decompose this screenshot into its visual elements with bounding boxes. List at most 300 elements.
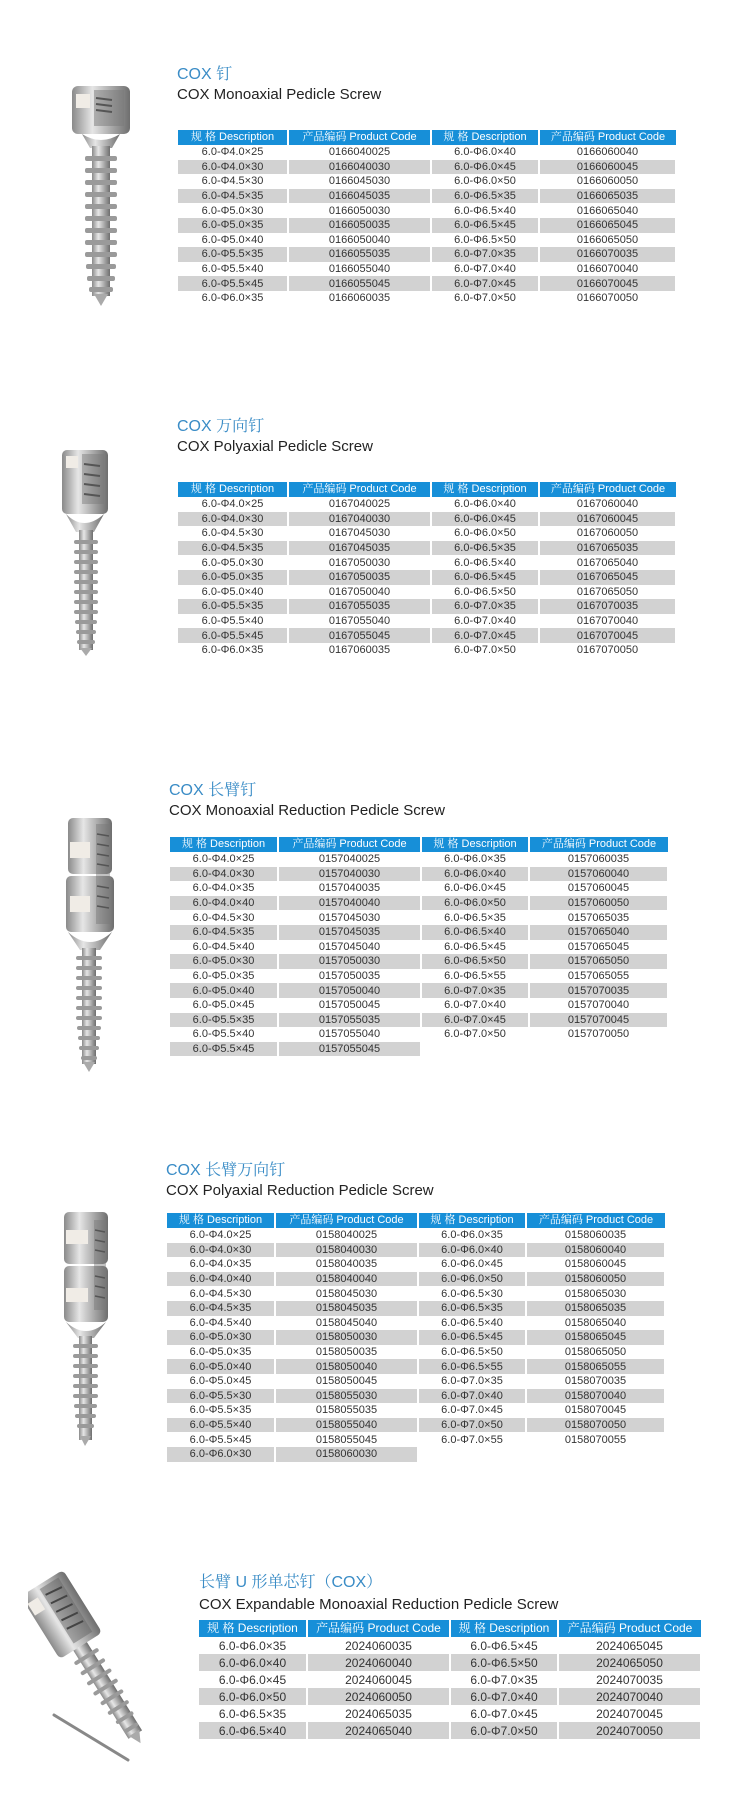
- column-header-product-code: 产品编码 Product Code: [529, 837, 668, 852]
- cell-product-code: 0158055045: [275, 1432, 418, 1447]
- cell-product-code: 0157055040: [278, 1027, 421, 1042]
- cell-product-code: 0166070040: [539, 262, 676, 277]
- cell-description: 6.0-Φ6.5×35: [431, 541, 539, 556]
- polyaxial-reduction-screw-image: [60, 1210, 116, 1448]
- table-row: [170, 910, 668, 925]
- cell-description: 6.0-Φ5.5×45: [170, 1042, 278, 1057]
- cell-description: 6.0-Φ7.0×50: [450, 1722, 558, 1739]
- cell-product-code: 0167060045: [539, 512, 676, 527]
- cell-description: 6.0-Φ6.0×35: [418, 1228, 526, 1243]
- table-row: [178, 570, 676, 585]
- column-header-description: 规 格 Description: [431, 130, 539, 145]
- table-row: [178, 291, 676, 306]
- cell-product-code: 0158065035: [526, 1301, 665, 1316]
- table-row: [178, 614, 676, 629]
- cell-description: 6.0-Φ6.0×45: [418, 1257, 526, 1272]
- cell-description: 6.0-Φ6.0×45: [431, 512, 539, 527]
- cell-description: 6.0-Φ5.0×35: [178, 570, 288, 585]
- cell-product-code: 2024065045: [558, 1637, 701, 1654]
- cell-description: 6.0-Φ6.0×40: [431, 145, 539, 160]
- cell-description: 6.0-Φ5.0×35: [167, 1345, 275, 1360]
- cell-description: 6.0-Φ6.5×35: [421, 910, 529, 925]
- cell-description: 6.0-Φ7.0×40: [431, 614, 539, 629]
- cell-description: 6.0-Φ5.0×40: [167, 1359, 275, 1374]
- cell-description: 6.0-Φ5.0×30: [178, 203, 288, 218]
- cell-product-code: 0167065050: [539, 585, 676, 600]
- table-row: [178, 160, 676, 175]
- cell-description: 6.0-Φ5.0×30: [167, 1330, 275, 1345]
- cell-product-code: 0157065045: [529, 940, 668, 955]
- cell-description: 6.0-Φ4.5×30: [167, 1286, 275, 1301]
- cell-product-code: 0167055040: [288, 614, 431, 629]
- table-row: [170, 983, 668, 998]
- cell-description: 6.0-Φ4.0×40: [167, 1272, 275, 1287]
- cell-product-code: 0166065035: [539, 189, 676, 204]
- cell-product-code: 2024070050: [558, 1722, 701, 1739]
- column-header-description: 规 格 Description: [450, 1620, 558, 1637]
- cell-product-code: 0167065040: [539, 555, 676, 570]
- cell-description: 6.0-Φ5.5×35: [170, 1013, 278, 1028]
- table-row: [178, 262, 676, 277]
- table-row: [178, 189, 676, 204]
- cell-description: 6.0-Φ6.5×40: [431, 203, 539, 218]
- cell-description: 6.0-Φ4.0×30: [178, 160, 288, 175]
- cell-product-code: 0157040030: [278, 867, 421, 882]
- cell-product-code: 0167055035: [288, 599, 431, 614]
- table-row: [178, 276, 676, 291]
- cell-description: 6.0-Φ7.0×35: [431, 247, 539, 262]
- cell-product-code: 0166060040: [539, 145, 676, 160]
- cell-description: 6.0-Φ4.5×35: [178, 541, 288, 556]
- column-header-product-code: 产品编码 Product Code: [539, 482, 676, 497]
- cell-description: 6.0-Φ6.5×55: [421, 969, 529, 984]
- cell-product-code: 0157070040: [529, 998, 668, 1013]
- cell-product-code: 0157045035: [278, 925, 421, 940]
- cell-product-code: 0157050045: [278, 998, 421, 1013]
- table-row: [167, 1447, 665, 1462]
- cell-product-code: 0157045040: [278, 940, 421, 955]
- section-title-cn: COX 长臂钉: [169, 782, 257, 799]
- cell-description: 6.0-Φ6.5×55: [418, 1359, 526, 1374]
- table-row: [167, 1374, 665, 1389]
- table-row: [170, 969, 668, 984]
- table-row: [178, 541, 676, 556]
- cell-product-code: [526, 1447, 665, 1462]
- cell-description: 6.0-Φ7.0×45: [418, 1403, 526, 1418]
- table-row: [178, 555, 676, 570]
- table-row: [170, 867, 668, 882]
- table-row: [170, 940, 668, 955]
- cell-description: 6.0-Φ7.0×45: [431, 628, 539, 643]
- cell-product-code: 0157070035: [529, 983, 668, 998]
- cell-description: 6.0-Φ7.0×50: [431, 643, 539, 658]
- cell-product-code: 0157065050: [529, 954, 668, 969]
- cell-product-code: 0158050045: [275, 1374, 418, 1389]
- cell-description: 6.0-Φ4.0×25: [178, 145, 288, 160]
- cell-description: 6.0-Φ4.0×25: [178, 497, 288, 512]
- section-title-en: COX Polyaxial Pedicle Screw: [177, 438, 373, 455]
- cell-product-code: 0166040025: [288, 145, 431, 160]
- cell-product-code: 0166055035: [288, 247, 431, 262]
- table-row: [167, 1272, 665, 1287]
- table-row: [178, 628, 676, 643]
- cell-description: 6.0-Φ7.0×50: [431, 291, 539, 306]
- table-row: [167, 1316, 665, 1331]
- cell-product-code: 0166065040: [539, 203, 676, 218]
- cell-product-code: 0167050030: [288, 555, 431, 570]
- table-row: [199, 1671, 701, 1688]
- monoaxial-screw-image: [68, 84, 134, 308]
- table-row: [170, 954, 668, 969]
- cell-product-code: 0158060045: [526, 1257, 665, 1272]
- cell-product-code: 0167070050: [539, 643, 676, 658]
- cell-description: 6.0-Φ6.5×40: [431, 555, 539, 570]
- cell-description: 6.0-Φ4.0×35: [167, 1257, 275, 1272]
- cell-product-code: 2024065040: [307, 1722, 450, 1739]
- cell-product-code: 0166065050: [539, 233, 676, 248]
- column-header-description: 规 格 Description: [431, 482, 539, 497]
- table-row: [170, 925, 668, 940]
- cell-product-code: 0158065030: [526, 1286, 665, 1301]
- cell-description: 6.0-Φ4.0×40: [170, 896, 278, 911]
- cell-description: 6.0-Φ5.5×45: [178, 628, 288, 643]
- cell-product-code: 0167060035: [288, 643, 431, 658]
- cell-description: 6.0-Φ6.0×45: [199, 1671, 307, 1688]
- table-header-row: [170, 837, 668, 852]
- cell-product-code: 0166060050: [539, 174, 676, 189]
- cell-product-code: 0167050040: [288, 585, 431, 600]
- table-row: [167, 1345, 665, 1360]
- cell-description: 6.0-Φ5.0×35: [170, 969, 278, 984]
- cell-product-code: 0157040025: [278, 852, 421, 867]
- cell-product-code: 0166045030: [288, 174, 431, 189]
- cell-product-code: 0158065050: [526, 1345, 665, 1360]
- cell-product-code: 0167040030: [288, 512, 431, 527]
- cell-description: 6.0-Φ6.5×30: [418, 1286, 526, 1301]
- cell-product-code: 0157050035: [278, 969, 421, 984]
- cell-product-code: 0167060050: [539, 526, 676, 541]
- spec-table: [170, 837, 669, 1056]
- section-title-cn: 长臂 U 形单芯钉（COX）: [199, 1574, 383, 1591]
- cell-description: 6.0-Φ5.0×30: [170, 954, 278, 969]
- cell-description: 6.0-Φ4.0×25: [167, 1228, 275, 1243]
- cell-description: 6.0-Φ6.5×50: [431, 233, 539, 248]
- cell-product-code: 0158045040: [275, 1316, 418, 1331]
- cell-description: 6.0-Φ5.0×30: [178, 555, 288, 570]
- cell-description: 6.0-Φ6.0×50: [199, 1688, 307, 1705]
- table-row: [167, 1257, 665, 1272]
- cell-product-code: 0158045035: [275, 1301, 418, 1316]
- monoaxial-reduction-screw-image: [62, 816, 120, 1074]
- column-header-product-code: 产品编码 Product Code: [275, 1213, 418, 1228]
- cell-product-code: 0158040030: [275, 1243, 418, 1258]
- table-row: [167, 1418, 665, 1433]
- section-title-en: COX Monoaxial Reduction Pedicle Screw: [169, 802, 445, 819]
- cell-description: 6.0-Φ7.0×40: [431, 262, 539, 277]
- cell-product-code: 0166070035: [539, 247, 676, 262]
- spec-table: [167, 1213, 666, 1462]
- cell-product-code: 0157065040: [529, 925, 668, 940]
- cell-description: 6.0-Φ4.5×35: [170, 925, 278, 940]
- cell-product-code: 2024065050: [558, 1654, 701, 1671]
- column-header-product-code: 产品编码 Product Code: [288, 482, 431, 497]
- cell-description: 6.0-Φ5.0×45: [167, 1374, 275, 1389]
- cell-description: 6.0-Φ5.5×45: [167, 1432, 275, 1447]
- cell-description: 6.0-Φ6.5×45: [450, 1637, 558, 1654]
- table-row: [178, 233, 676, 248]
- column-header-description: 规 格 Description: [199, 1620, 307, 1637]
- cell-description: 6.0-Φ5.5×30: [167, 1389, 275, 1404]
- cell-description: 6.0-Φ6.0×45: [431, 160, 539, 175]
- cell-description: 6.0-Φ4.5×30: [178, 526, 288, 541]
- cell-description: 6.0-Φ4.0×25: [170, 852, 278, 867]
- cell-description: 6.0-Φ6.5×50: [431, 585, 539, 600]
- table-row: [170, 852, 668, 867]
- cell-product-code: 0158055040: [275, 1418, 418, 1433]
- table-row: [178, 218, 676, 233]
- cell-description: 6.0-Φ7.0×45: [421, 1013, 529, 1028]
- section-title-cn: COX 长臂万向钉: [166, 1162, 286, 1179]
- cell-product-code: 0158070040: [526, 1389, 665, 1404]
- cell-product-code: 0158060050: [526, 1272, 665, 1287]
- cell-description: 6.0-Φ7.0×40: [418, 1389, 526, 1404]
- cell-product-code: 0157050030: [278, 954, 421, 969]
- cell-description: 6.0-Φ6.5×45: [431, 570, 539, 585]
- cell-product-code: 0157060050: [529, 896, 668, 911]
- cell-product-code: 0157070050: [529, 1027, 668, 1042]
- cell-product-code: 2024060045: [307, 1671, 450, 1688]
- table-row: [167, 1389, 665, 1404]
- table-row: [167, 1403, 665, 1418]
- cell-product-code: 0158050040: [275, 1359, 418, 1374]
- cell-description: 6.0-Φ5.0×35: [178, 218, 288, 233]
- cell-product-code: 0157040035: [278, 881, 421, 896]
- cell-product-code: 0166065045: [539, 218, 676, 233]
- cell-description: 6.0-Φ4.5×35: [178, 189, 288, 204]
- cell-product-code: 2024065035: [307, 1705, 450, 1722]
- cell-description: 6.0-Φ4.5×35: [167, 1301, 275, 1316]
- cell-product-code: 0157065035: [529, 910, 668, 925]
- cell-description: 6.0-Φ5.5×35: [178, 599, 288, 614]
- cell-product-code: 0157065055: [529, 969, 668, 984]
- cell-product-code: [529, 1042, 668, 1057]
- section-title-cn: COX 钉: [177, 66, 233, 83]
- cell-description: 6.0-Φ4.0×35: [170, 881, 278, 896]
- cell-description: 6.0-Φ6.0×50: [431, 174, 539, 189]
- cell-description: 6.0-Φ7.0×50: [421, 1027, 529, 1042]
- section-title-cn: COX 万向钉: [177, 418, 265, 435]
- cell-description: 6.0-Φ4.5×30: [178, 174, 288, 189]
- cell-description: 6.0-Φ4.0×30: [178, 512, 288, 527]
- cell-product-code: 0158050030: [275, 1330, 418, 1345]
- cell-description: 6.0-Φ4.5×40: [167, 1316, 275, 1331]
- cell-product-code: 0158070035: [526, 1374, 665, 1389]
- cell-product-code: 0167050035: [288, 570, 431, 585]
- column-header-product-code: 产品编码 Product Code: [288, 130, 431, 145]
- table-row: [170, 881, 668, 896]
- cell-product-code: 2024070045: [558, 1705, 701, 1722]
- cell-description: 6.0-Φ6.0×35: [199, 1637, 307, 1654]
- table-row: [199, 1637, 701, 1654]
- column-header-description: 规 格 Description: [167, 1213, 275, 1228]
- section-title-en: COX Polyaxial Reduction Pedicle Screw: [166, 1182, 434, 1199]
- cell-product-code: 0166055040: [288, 262, 431, 277]
- section-title-en: COX Monoaxial Pedicle Screw: [177, 86, 382, 103]
- cell-product-code: 0158055030: [275, 1389, 418, 1404]
- column-header-description: 规 格 Description: [178, 482, 288, 497]
- column-header-description: 规 格 Description: [421, 837, 529, 852]
- cell-product-code: 2024070035: [558, 1671, 701, 1688]
- cell-product-code: 0167065035: [539, 541, 676, 556]
- cell-description: 6.0-Φ5.5×40: [178, 262, 288, 277]
- cell-product-code: 0167055045: [288, 628, 431, 643]
- cell-description: 6.0-Φ6.5×35: [431, 189, 539, 204]
- spec-table: [199, 1620, 702, 1739]
- cell-product-code: 2024060040: [307, 1654, 450, 1671]
- cell-description: 6.0-Φ6.5×45: [418, 1330, 526, 1345]
- column-header-product-code: 产品编码 Product Code: [278, 837, 421, 852]
- cell-description: 6.0-Φ5.5×45: [178, 276, 288, 291]
- table-row: [167, 1301, 665, 1316]
- cell-product-code: 0158070050: [526, 1418, 665, 1433]
- table-row: [170, 998, 668, 1013]
- cell-description: [421, 1042, 529, 1057]
- cell-description: 6.0-Φ6.5×45: [421, 940, 529, 955]
- cell-product-code: 0158065055: [526, 1359, 665, 1374]
- table-row: [167, 1359, 665, 1374]
- cell-product-code: 0166050040: [288, 233, 431, 248]
- cell-description: [418, 1447, 526, 1462]
- cell-description: 6.0-Φ6.0×35: [178, 643, 288, 658]
- cell-product-code: 0167070045: [539, 628, 676, 643]
- table-row: [167, 1330, 665, 1345]
- table-row: [178, 247, 676, 262]
- column-header-description: 规 格 Description: [170, 837, 278, 852]
- cell-description: 6.0-Φ6.0×30: [167, 1447, 275, 1462]
- cell-product-code: 0167060040: [539, 497, 676, 512]
- section-title-en: COX Expandable Monoaxial Reduction Pedicle Screw: [199, 1596, 559, 1613]
- cell-product-code: 0166050035: [288, 218, 431, 233]
- cell-product-code: 0166040030: [288, 160, 431, 175]
- table-row: [178, 145, 676, 160]
- cell-description: 6.0-Φ6.0×40: [421, 867, 529, 882]
- cell-description: 6.0-Φ6.0×40: [418, 1243, 526, 1258]
- column-header-product-code: 产品编码 Product Code: [307, 1620, 450, 1637]
- cell-description: 6.0-Φ7.0×45: [450, 1705, 558, 1722]
- cell-description: 6.0-Φ6.5×45: [431, 218, 539, 233]
- cell-description: 6.0-Φ4.0×30: [167, 1243, 275, 1258]
- cell-description: 6.0-Φ6.0×40: [431, 497, 539, 512]
- table-row: [178, 599, 676, 614]
- table-header-row: [199, 1620, 701, 1637]
- cell-description: 6.0-Φ5.5×40: [167, 1418, 275, 1433]
- table-row: [178, 643, 676, 658]
- cell-product-code: 0157060040: [529, 867, 668, 882]
- cell-description: 6.0-Φ4.5×30: [170, 910, 278, 925]
- column-header-product-code: 产品编码 Product Code: [558, 1620, 701, 1637]
- cell-description: 6.0-Φ5.5×35: [167, 1403, 275, 1418]
- cell-description: 6.0-Φ7.0×40: [450, 1688, 558, 1705]
- cell-product-code: 0158070045: [526, 1403, 665, 1418]
- cell-product-code: 0157045030: [278, 910, 421, 925]
- cell-product-code: 0157060035: [529, 852, 668, 867]
- cell-product-code: 0166050030: [288, 203, 431, 218]
- table-row: [199, 1722, 701, 1739]
- cell-product-code: 0158060030: [275, 1447, 418, 1462]
- cell-description: 6.0-Φ5.5×40: [170, 1027, 278, 1042]
- cell-description: 6.0-Φ6.5×35: [418, 1301, 526, 1316]
- cell-description: 6.0-Φ6.0×50: [418, 1272, 526, 1287]
- cell-description: 6.0-Φ7.0×45: [431, 276, 539, 291]
- cell-description: 6.0-Φ7.0×35: [421, 983, 529, 998]
- cell-product-code: 0158040035: [275, 1257, 418, 1272]
- cell-product-code: 0157050040: [278, 983, 421, 998]
- table-row: [178, 174, 676, 189]
- table-row: [167, 1243, 665, 1258]
- cell-description: 6.0-Φ5.5×40: [178, 614, 288, 629]
- table-header-row: [178, 482, 676, 497]
- cell-product-code: 0167045035: [288, 541, 431, 556]
- cell-description: 6.0-Φ6.0×50: [431, 526, 539, 541]
- cell-product-code: 0167040025: [288, 497, 431, 512]
- cell-product-code: 0158070055: [526, 1432, 665, 1447]
- cell-product-code: 0157055035: [278, 1013, 421, 1028]
- cell-product-code: 0158060040: [526, 1243, 665, 1258]
- table-header-row: [167, 1213, 665, 1228]
- expandable-screw-image: [28, 1565, 178, 1765]
- cell-description: 6.0-Φ6.5×40: [418, 1316, 526, 1331]
- cell-description: 6.0-Φ6.5×50: [421, 954, 529, 969]
- cell-description: 6.0-Φ6.0×40: [199, 1654, 307, 1671]
- column-header-product-code: 产品编码 Product Code: [526, 1213, 665, 1228]
- cell-product-code: 0158065040: [526, 1316, 665, 1331]
- cell-description: 6.0-Φ6.0×45: [421, 881, 529, 896]
- table-row: [170, 1042, 668, 1057]
- cell-description: 6.0-Φ6.5×40: [199, 1722, 307, 1739]
- table-row: [167, 1228, 665, 1243]
- table-row: [178, 526, 676, 541]
- table-row: [178, 497, 676, 512]
- cell-product-code: 0158055035: [275, 1403, 418, 1418]
- cell-product-code: 0158040025: [275, 1228, 418, 1243]
- polyaxial-screw-image: [60, 448, 112, 658]
- cell-product-code: 0166070050: [539, 291, 676, 306]
- cell-description: 6.0-Φ6.5×50: [418, 1345, 526, 1360]
- cell-product-code: 2024060050: [307, 1688, 450, 1705]
- table-row: [167, 1432, 665, 1447]
- cell-product-code: 0157060045: [529, 881, 668, 896]
- cell-description: 6.0-Φ6.5×35: [199, 1705, 307, 1722]
- table-row: [199, 1705, 701, 1722]
- table-row: [178, 585, 676, 600]
- cell-product-code: 0166045035: [288, 189, 431, 204]
- cell-description: 6.0-Φ6.0×35: [178, 291, 288, 306]
- cell-product-code: 0158040040: [275, 1272, 418, 1287]
- cell-product-code: 2024070040: [558, 1688, 701, 1705]
- cell-description: 6.0-Φ5.0×45: [170, 998, 278, 1013]
- cell-product-code: 0157070045: [529, 1013, 668, 1028]
- cell-description: 6.0-Φ5.0×40: [178, 233, 288, 248]
- cell-description: 6.0-Φ6.5×50: [450, 1654, 558, 1671]
- table-header-row: [178, 130, 676, 145]
- cell-description: 6.0-Φ6.5×40: [421, 925, 529, 940]
- table-row: [170, 1013, 668, 1028]
- cell-product-code: 2024060035: [307, 1637, 450, 1654]
- column-header-product-code: 产品编码 Product Code: [539, 130, 676, 145]
- cell-description: 6.0-Φ4.0×30: [170, 867, 278, 882]
- column-header-description: 规 格 Description: [178, 130, 288, 145]
- table-row: [170, 896, 668, 911]
